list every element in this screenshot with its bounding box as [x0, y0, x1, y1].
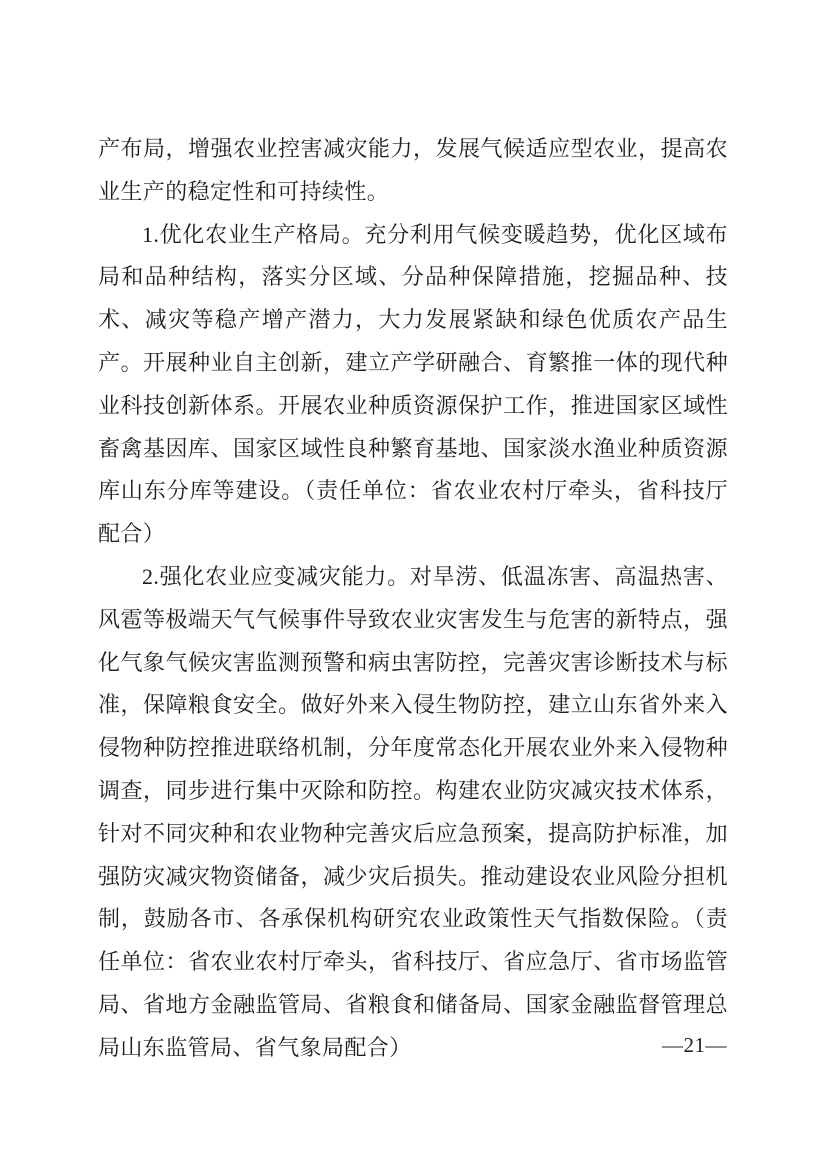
- body-paragraph-continuation: 产布局，增强农业控害减灾能力，发展气候适应型农业，提高农业生产的稳定性和可持续性。: [98, 136, 728, 204]
- page-number: —21—: [662, 1033, 727, 1057]
- body-paragraph-item-2: 2.强化农业应变减灾能力。对旱涝、低温冻害、高温热害、风雹等极端天气气候事件导致农业灾害发生与危害的新特点，强化气象气候灾害监测预警和病虫害防控，完善灾害诊断技术与标准，保障粮食安全。做好外来入侵生物防控，建立山东省外来入侵物种防控推进联络机制，分年度常态化开展农业外来入侵物种调查，同步进行集中灭除和防控。构建农业防灾减灾技术体系，针对不同灾种和农业物种完善灾后应急预案，提高防护标准，加强防灾减灾物资储备，减少灾后损失。推动建设农业风险分担机制，鼓励各市、各承保机构研究农业政策性天气指数保险。（责任单位：省农业农村厅牵头，省科技厅、省应急厅、省市场监管局、省地方金融监管局、省粮食和储备局、国家金融监督管理总局山东监管局、省气象局配合）: [98, 563, 728, 1060]
- body-paragraph-item-1: 1.优化农业生产格局。充分利用气候变暖趋势，优化区域布局和品种结构，落实分区域、分品种保障措施，挖掘品种、技术、减灾等稳产增产潜力，大力发展紧缺和绿色优质农产品生产。开展种业自主创新，建立产学研融合、育繁推一体的现代种业科技创新体系。开展农业种质资源保护工作，推进国家区域性畜禽基因库、国家区域性良种繁育基地、国家淡水渔业种质资源库山东分库等建设。（责任单位：省农业农村厅牵头，省科技厅配合）: [98, 221, 728, 547]
- document-body: [98, 128, 728, 1070]
